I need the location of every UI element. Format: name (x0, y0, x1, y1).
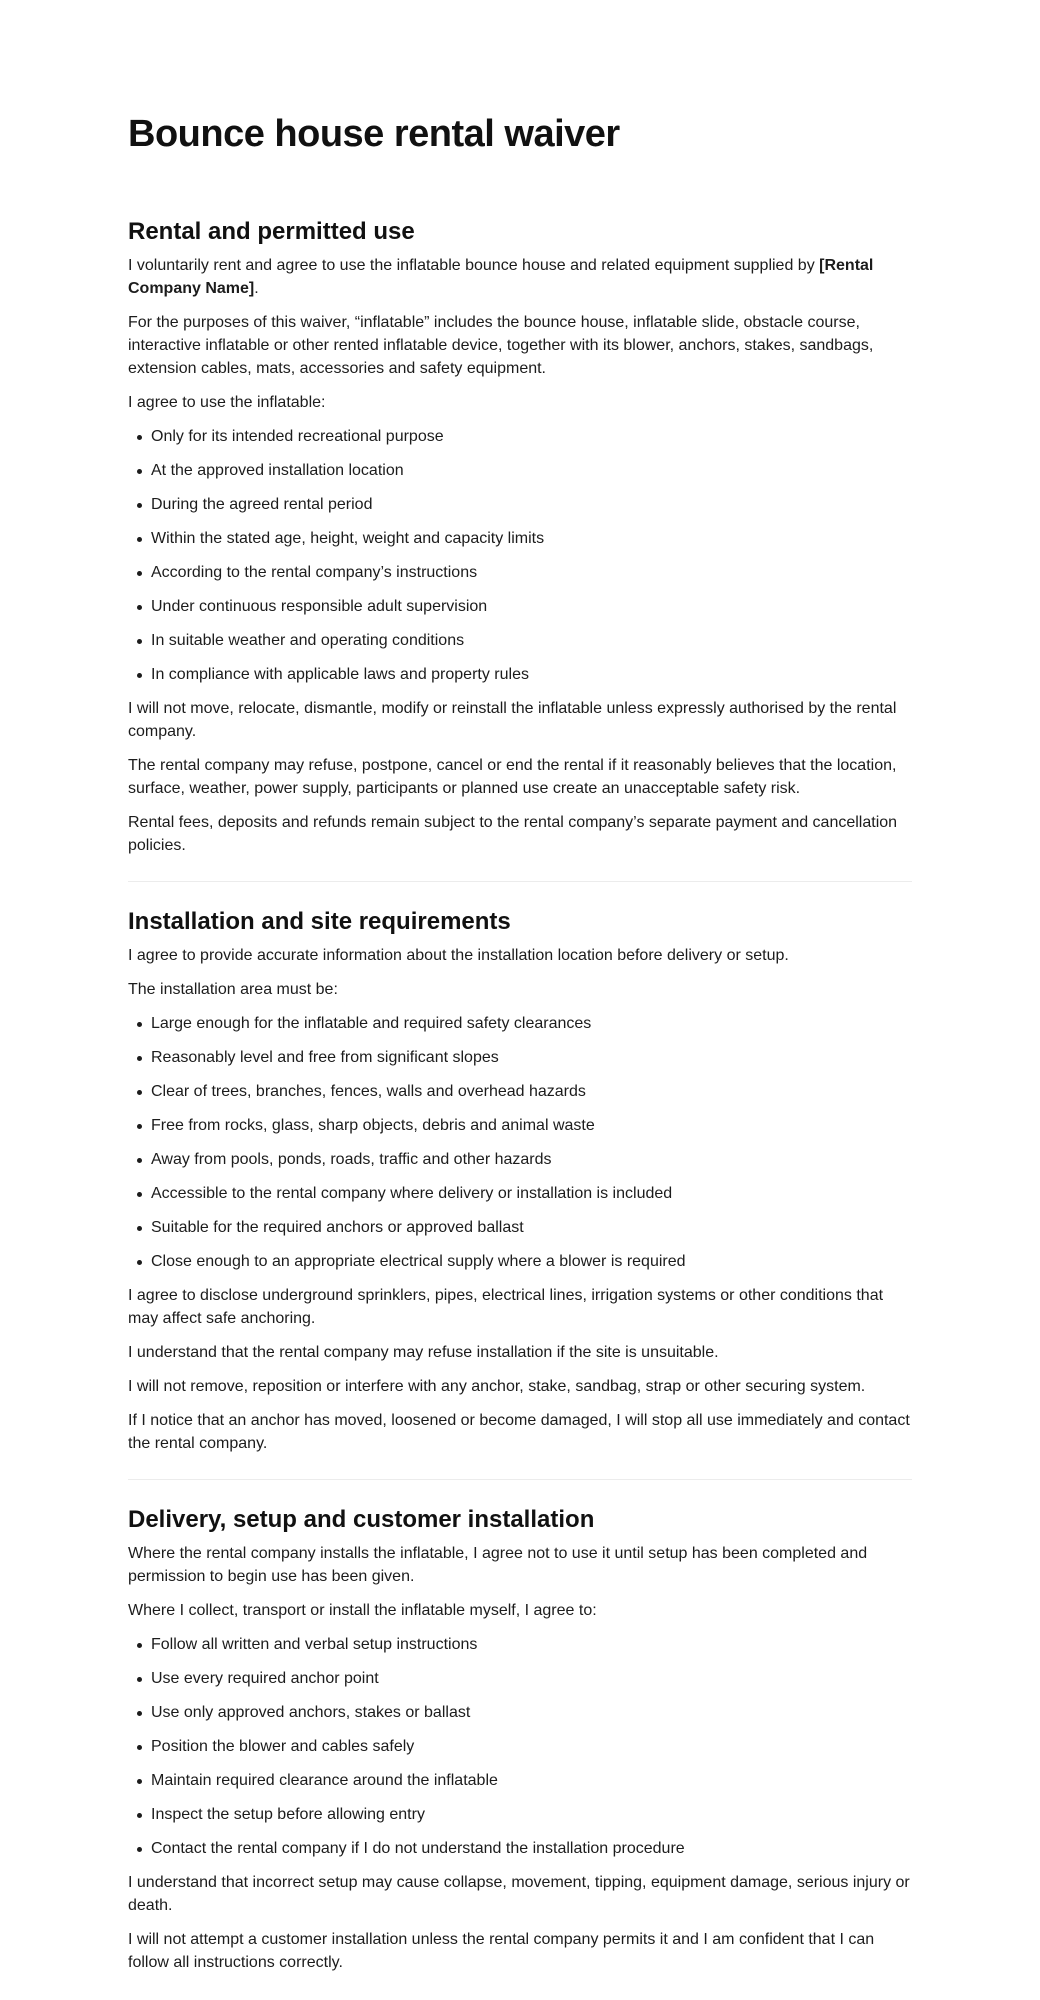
list-item: Use every required anchor point (128, 1667, 912, 1690)
list-lead-in: I agree to use the inflatable: (128, 394, 326, 411)
list-item: Use only approved anchors, stakes or ballast (128, 1701, 912, 1724)
definition-paragraph: For the purposes of this waiver, “inflatable” includes the bounce house, inflatable slide, obstacle course, interactive inflatable or other rented inflatable device, together with its blower, anchors, stakes, sandbags, extension cables, mats, accessories and safety equipment. (128, 314, 874, 377)
document-body (128, 108, 912, 1985)
list-item: During the agreed rental period (128, 493, 912, 516)
rental-company-placeholder: [Rental Company Name] (128, 257, 874, 297)
list-item: Under continuous responsible adult supervision (128, 595, 912, 618)
customer-installation-list (128, 1633, 912, 1860)
section-delivery-setup-and-customer-installation (128, 1504, 912, 1974)
paragraph: I will not remove, reposition or interfere with any anchor, stake, sandbag, strap or other securing system. (128, 1378, 866, 1395)
section-heading: Rental and permitted use (128, 218, 415, 245)
list-item: Free from rocks, glass, sharp objects, debris and animal waste (128, 1114, 912, 1137)
paragraph: I agree to disclose underground sprinklers, pipes, electrical lines, irrigation systems or other conditions that may affect safe anchoring. (128, 1287, 884, 1327)
paragraph: I understand that incorrect setup may cause collapse, movement, tipping, equipment damage, serious injury or death. (128, 1874, 910, 1914)
list-lead-in: Where I collect, transport or install the inflatable myself, I agree to: (128, 1602, 597, 1619)
section-installation-and-site-requirements (128, 906, 912, 1455)
intro-end: . (254, 280, 259, 297)
paragraph: I will not attempt a customer installation unless the rental company permits it and I am confident that I can follow all instructions correctly. (128, 1931, 875, 1971)
paragraph: I understand that the rental company may refuse installation if the site is unsuitable. (128, 1344, 719, 1361)
list-item: Away from pools, ponds, roads, traffic and other hazards (128, 1148, 912, 1171)
paragraph: Rental fees, deposits and refunds remain subject to the rental company’s separate payment and cancellation policies. (128, 814, 898, 854)
list-item: In suitable weather and operating conditions (128, 629, 912, 652)
list-item: Within the stated age, height, weight and capacity limits (128, 527, 912, 550)
list-item: Inspect the setup before allowing entry (128, 1803, 912, 1826)
list-item: At the approved installation location (128, 459, 912, 482)
list-item: Close enough to an appropriate electrical supply where a blower is required (128, 1250, 912, 1273)
intro-paragraph (128, 254, 912, 300)
list-item: In compliance with applicable laws and property rules (128, 663, 912, 686)
list-item: Accessible to the rental company where delivery or installation is included (128, 1182, 912, 1205)
list-item: Contact the rental company if I do not understand the installation procedure (128, 1837, 912, 1860)
paragraph: I agree to provide accurate information about the installation location before delivery or setup. (128, 947, 789, 964)
section-heading: Delivery, setup and customer installation (128, 1506, 595, 1533)
list-item: Follow all written and verbal setup instructions (128, 1633, 912, 1656)
list-item: Suitable for the required anchors or approved ballast (128, 1216, 912, 1239)
permitted-use-list (128, 425, 912, 686)
list-item: Large enough for the inflatable and required safety clearances (128, 1012, 912, 1035)
intro-text: I voluntarily rent and agree to use the inflatable bounce house and related equipment supplied by (128, 257, 820, 274)
list-lead-in: The installation area must be: (128, 981, 338, 998)
list-item: According to the rental company’s instructions (128, 561, 912, 584)
section-heading: Installation and site requirements (128, 908, 511, 935)
list-item: Maintain required clearance around the inflatable (128, 1769, 912, 1792)
section-divider (128, 1479, 912, 1480)
paragraph: I will not move, relocate, dismantle, modify or reinstall the inflatable unless expressly authorised by the rental company. (128, 700, 897, 740)
list-item: Only for its intended recreational purpose (128, 425, 912, 448)
section-divider (128, 881, 912, 882)
list-item: Position the blower and cables safely (128, 1735, 912, 1758)
list-item: Clear of trees, branches, fences, walls and overhead hazards (128, 1080, 912, 1103)
paragraph: Where the rental company installs the inflatable, I agree not to use it until setup has been completed and permission to begin use has been given. (128, 1545, 868, 1585)
page-title: Bounce house rental waiver (128, 113, 620, 155)
section-rental-and-permitted-use (128, 216, 912, 857)
site-requirements-list (128, 1012, 912, 1273)
paragraph: The rental company may refuse, postpone, cancel or end the rental if it reasonably believes that the location, surface, weather, power supply, participants or planned use create an unacceptable safety risk. (128, 757, 897, 797)
paragraph: If I notice that an anchor has moved, loosened or become damaged, I will stop all use immediately and contact the rental company. (128, 1412, 910, 1452)
list-item: Reasonably level and free from significant slopes (128, 1046, 912, 1069)
